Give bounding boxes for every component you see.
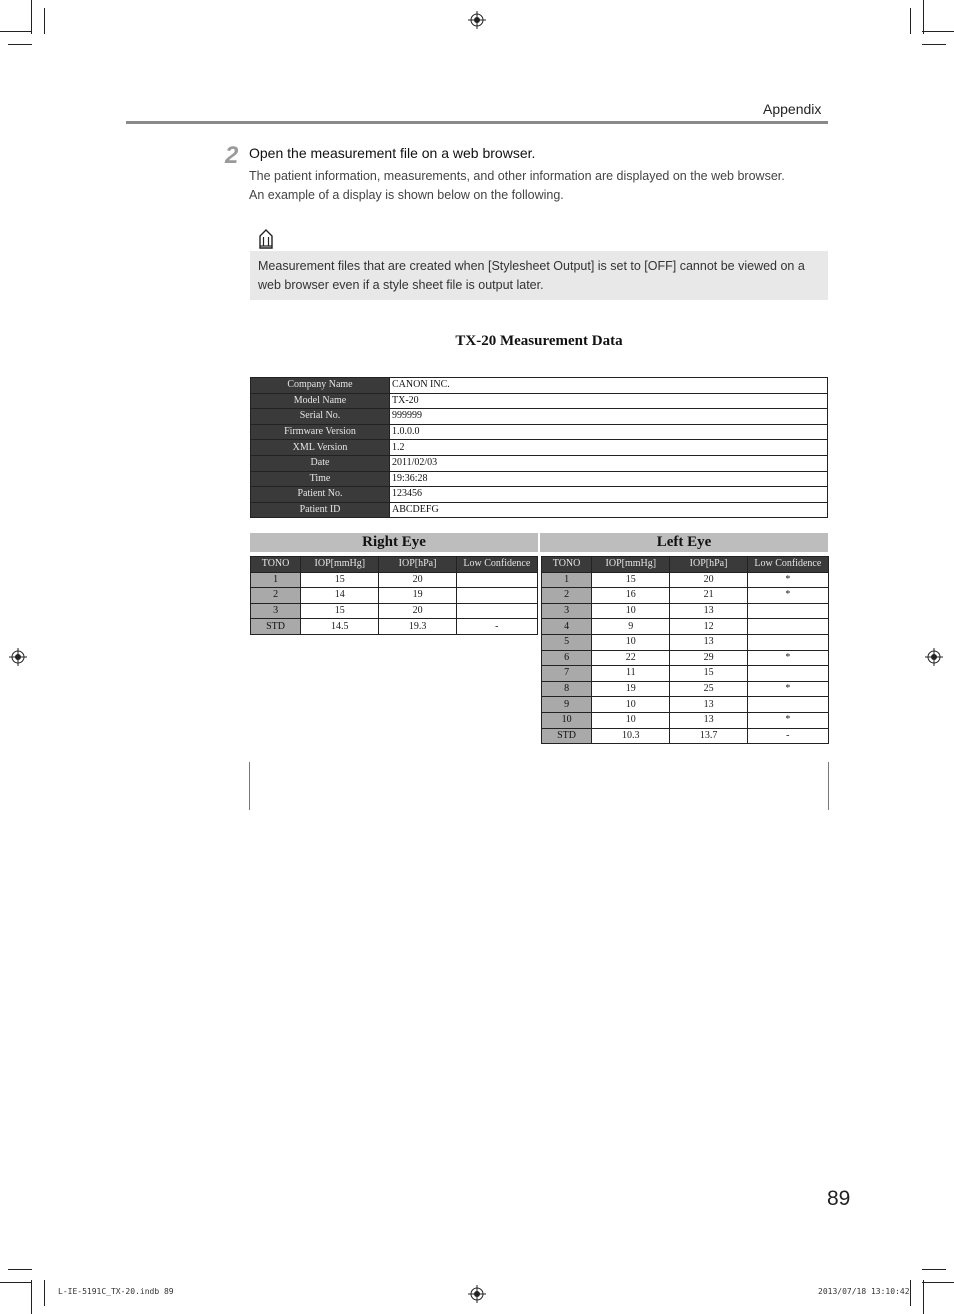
- table-row: [542, 712, 829, 728]
- info-key: Company Name: [251, 378, 390, 394]
- section-label: Appendix: [763, 101, 822, 117]
- right-eye-table: [250, 556, 538, 635]
- info-value: TX-20: [390, 393, 828, 409]
- column-header: TONO: [251, 557, 301, 573]
- table-header-row: [542, 557, 829, 573]
- table-row: [542, 666, 829, 682]
- table-cell: 10: [592, 634, 670, 650]
- info-value: 2011/02/03: [390, 455, 828, 471]
- table-row: [251, 572, 538, 588]
- tono-cell: 2: [542, 588, 592, 604]
- registration-mark-icon: [925, 648, 943, 666]
- table-cell: *: [747, 572, 828, 588]
- table-cell: 21: [670, 588, 747, 604]
- column-header: Low Confidence: [456, 557, 537, 573]
- table-cell: [747, 666, 828, 682]
- table-cell: 19.3: [379, 619, 456, 635]
- step-description-line: The patient information, measurements, and other information are displayed on the web browser.: [249, 169, 785, 183]
- table-cell: 15: [301, 603, 379, 619]
- table-cell: 13: [670, 712, 747, 728]
- table-cell: [747, 619, 828, 635]
- table-cell: [747, 634, 828, 650]
- info-row: [251, 440, 828, 456]
- table-cell: 15: [670, 666, 747, 682]
- info-value: 19:36:28: [390, 471, 828, 487]
- table-cell: [456, 588, 537, 604]
- table-cell: 11: [592, 666, 670, 682]
- note-icon: [257, 229, 275, 249]
- info-value: 999999: [390, 409, 828, 425]
- table-cell: 13: [670, 634, 747, 650]
- info-key: Patient ID: [251, 502, 390, 518]
- table-cell: [456, 572, 537, 588]
- table-cell: *: [747, 650, 828, 666]
- screenshot-title: TX-20 Measurement Data: [455, 333, 623, 349]
- table-cell: 10: [592, 697, 670, 713]
- info-row: [251, 487, 828, 503]
- column-header: IOP[mmHg]: [592, 557, 670, 573]
- info-value: 1.2: [390, 440, 828, 456]
- tono-cell: 7: [542, 666, 592, 682]
- tono-cell: 4: [542, 619, 592, 635]
- info-key: Date: [251, 455, 390, 471]
- registration-mark-icon: [468, 1285, 486, 1303]
- info-key: Serial No.: [251, 409, 390, 425]
- table-cell: 29: [670, 650, 747, 666]
- table-cell: -: [747, 728, 828, 744]
- left-eye-heading: Left Eye: [540, 533, 828, 552]
- table-cell: 10: [592, 712, 670, 728]
- table-cell: 10: [592, 603, 670, 619]
- table-cell: [747, 603, 828, 619]
- tono-cell: 3: [542, 603, 592, 619]
- info-row: [251, 409, 828, 425]
- table-cell: 12: [670, 619, 747, 635]
- table-row: [542, 603, 829, 619]
- tono-cell: 2: [251, 588, 301, 604]
- column-header: IOP[hPa]: [379, 557, 456, 573]
- header-rule: [126, 121, 828, 124]
- device-info-table: [250, 377, 828, 518]
- table-cell: 15: [592, 572, 670, 588]
- table-row: [542, 728, 829, 744]
- frame-line: [249, 762, 250, 810]
- column-header: TONO: [542, 557, 592, 573]
- slug-file: L-IE-5191C_TX-20.indb 89: [58, 1287, 174, 1296]
- table-cell: *: [747, 588, 828, 604]
- registration-mark-icon: [9, 648, 27, 666]
- info-key: XML Version: [251, 440, 390, 456]
- table-cell: -: [456, 619, 537, 635]
- column-header: IOP[hPa]: [670, 557, 747, 573]
- tono-cell: 10: [542, 712, 592, 728]
- table-cell: 22: [592, 650, 670, 666]
- info-key: Firmware Version: [251, 424, 390, 440]
- info-row: [251, 393, 828, 409]
- info-row: [251, 471, 828, 487]
- table-row: [251, 619, 538, 635]
- tono-cell: 6: [542, 650, 592, 666]
- info-value: ABCDEFG: [390, 502, 828, 518]
- info-value: CANON INC.: [390, 378, 828, 394]
- table-cell: *: [747, 681, 828, 697]
- table-cell: 13: [670, 697, 747, 713]
- table-cell: 20: [670, 572, 747, 588]
- tono-cell: 1: [542, 572, 592, 588]
- info-value: 1.0.0.0: [390, 424, 828, 440]
- table-cell: 9: [592, 619, 670, 635]
- table-row: [542, 588, 829, 604]
- table-row: [542, 650, 829, 666]
- table-cell: 14.5: [301, 619, 379, 635]
- tono-cell: STD: [251, 619, 301, 635]
- table-cell: 25: [670, 681, 747, 697]
- table-cell: 16: [592, 588, 670, 604]
- table-cell: 15: [301, 572, 379, 588]
- table-row: [542, 697, 829, 713]
- note-text: Measurement files that are created when [Stylesheet Output] is set to [OFF] cannot be viewed on a: [258, 259, 805, 273]
- right-eye-heading: Right Eye: [250, 533, 538, 552]
- step-description-line: An example of a display is shown below on the following.: [249, 188, 564, 202]
- tono-cell: 5: [542, 634, 592, 650]
- table-cell: 13.7: [670, 728, 747, 744]
- tono-cell: 9: [542, 697, 592, 713]
- tono-cell: 8: [542, 681, 592, 697]
- table-cell: 20: [379, 603, 456, 619]
- table-row: [251, 588, 538, 604]
- table-cell: 10.3: [592, 728, 670, 744]
- table-cell: 14: [301, 588, 379, 604]
- left-eye-table: [541, 556, 829, 744]
- table-cell: 19: [379, 588, 456, 604]
- table-cell: 20: [379, 572, 456, 588]
- table-cell: [456, 603, 537, 619]
- tono-cell: 3: [251, 603, 301, 619]
- step-description: [249, 167, 785, 205]
- info-row: [251, 502, 828, 518]
- step-title: Open the measurement file on a web browser.: [249, 145, 536, 161]
- info-row: [251, 455, 828, 471]
- column-header: Low Confidence: [747, 557, 828, 573]
- table-header-row: [251, 557, 538, 573]
- table-cell: 19: [592, 681, 670, 697]
- table-cell: [747, 697, 828, 713]
- info-row: [251, 378, 828, 394]
- info-key: Time: [251, 471, 390, 487]
- column-header: IOP[mmHg]: [301, 557, 379, 573]
- info-key: Model Name: [251, 393, 390, 409]
- page-number: 89: [827, 1187, 851, 1210]
- info-row: [251, 424, 828, 440]
- note-text: web browser even if a style sheet file is output later.: [258, 278, 544, 292]
- frame-line: [828, 762, 829, 810]
- tono-cell: STD: [542, 728, 592, 744]
- table-cell: 13: [670, 603, 747, 619]
- table-row: [542, 619, 829, 635]
- step-number: 2: [225, 142, 239, 169]
- table-row: [542, 634, 829, 650]
- table-row: [251, 603, 538, 619]
- info-value: 123456: [390, 487, 828, 503]
- tono-cell: 1: [251, 572, 301, 588]
- table-row: [542, 681, 829, 697]
- table-row: [542, 572, 829, 588]
- slug-date: 2013/07/18 13:10:42: [818, 1287, 910, 1296]
- table-cell: *: [747, 712, 828, 728]
- registration-mark-icon: [468, 11, 486, 29]
- note-box: [250, 251, 828, 300]
- info-key: Patient No.: [251, 487, 390, 503]
